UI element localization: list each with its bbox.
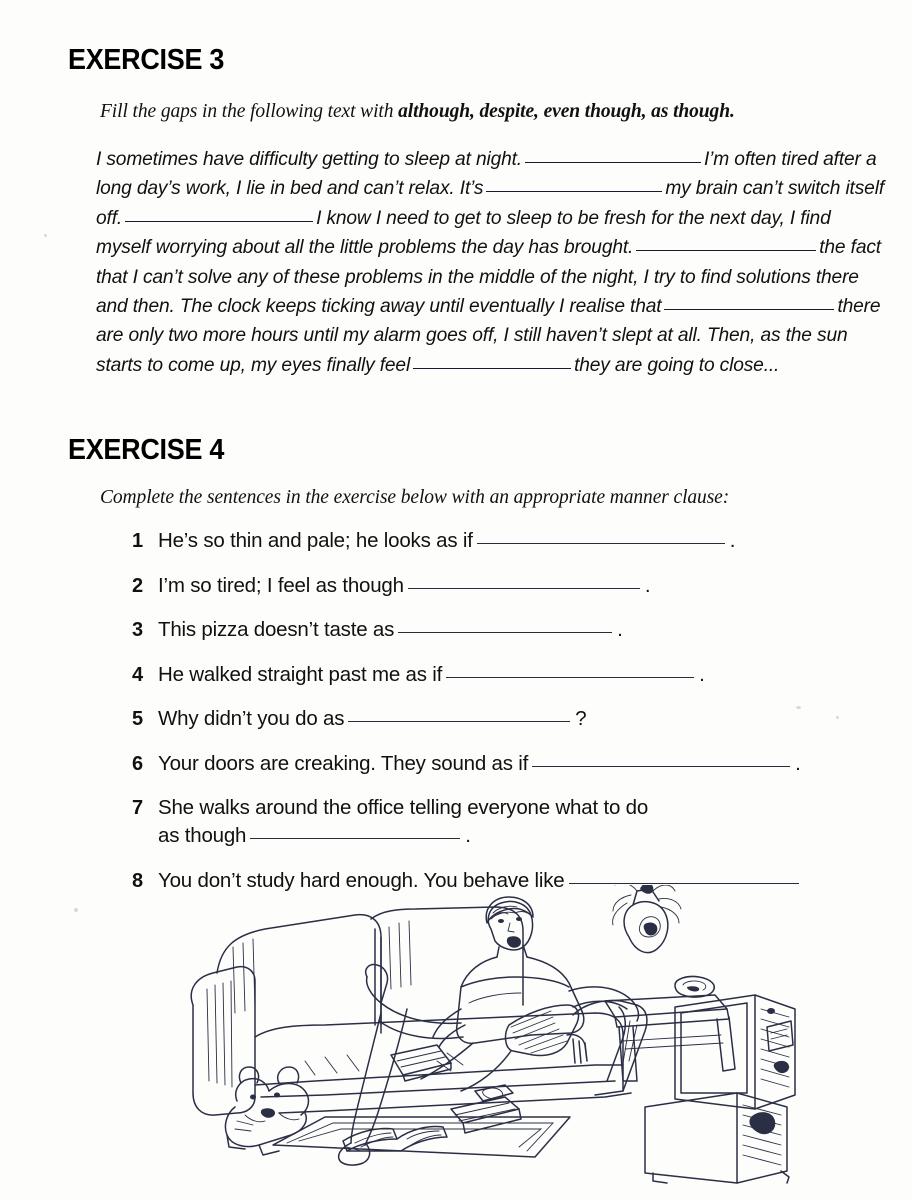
cloze-segment-1: I sometimes have difficulty getting to sleep at night. [96,149,522,170]
item-tail: . [699,662,705,686]
item-tail: . [795,751,801,775]
item-text: You don’t study hard enough. You behave like [158,868,565,892]
exercise-3-instruction [100,101,735,123]
books-on-floor [343,1085,521,1151]
item-text: I’m so tired; I feel as though [158,573,404,597]
cloze-segment-3: my brain can’t switch itself off. [96,178,885,229]
item-number: 3 [132,619,143,641]
cloze-blank-5[interactable] [664,309,834,310]
exercise-4-instruction: Complete the sentences in the exercise below with an appropriate manner clause: [100,487,730,508]
list-item [132,662,892,688]
item-number: 6 [132,752,143,775]
scan-speck [74,908,78,912]
cloze-segment-4: I know I need to get to sleep to be fresh for the next day, I find myself worrying about all the little problems the day has brought. [96,207,831,259]
item-tail: . [465,824,471,847]
list-item [132,706,892,732]
cloze-segment-6: there are only two more hours until my alarm goes off, I still haven’t slept at all. Then, as the sun starts to come up, my eyes finally feel [96,296,881,376]
item-text: He walked straight past me as if [158,662,443,686]
item-tail: . [729,529,736,552]
cloze-segment-5: the fact that I can’t solve any of these problems in the middle of the night, I try to find solutions there and then. The clock keeps ticking away until eventually I realise that [96,237,881,318]
exercise-3-instruction-connectives: although, despite, even though, as though. [398,101,735,122]
person-reclining [339,897,639,1165]
cloze-segment-2: I’m often tired after a long day’s work, I lie in bed and can’t relax. It’s [96,149,877,200]
answer-blank-7[interactable] [250,838,460,839]
item-number: 7 [132,797,143,819]
item-text: Your doors are creaking. They sound as if [158,751,529,775]
sofa-scene-svg [175,885,815,1185]
exercise-3-heading: EXERCISE 3 [68,44,225,76]
cloze-blank-6[interactable] [413,368,571,369]
item-text-line-2 [158,823,892,849]
item-number: 8 [132,869,143,892]
cloze-blank-3[interactable] [125,221,313,222]
sofa-back [217,907,523,1033]
item-tail: ? [575,707,587,730]
dog [225,1067,308,1155]
list-item [132,573,892,599]
answer-blank-1[interactable] [477,543,725,544]
item-text: He’s so thin and pale; he looks as if [158,529,473,552]
answer-blank-5[interactable] [348,721,570,722]
sofa-left-arm [191,967,255,1115]
answer-blank-2[interactable] [408,588,640,589]
answer-blank-4[interactable] [446,677,694,678]
item-text: She walks around the office telling everyone what to do [158,796,649,819]
list-item [132,528,892,554]
scan-speck [796,706,801,709]
item-number: 1 [132,530,143,552]
item-number: 4 [132,663,143,686]
cloze-segment-7: they are going to close... [574,354,780,376]
item-number: 5 [132,708,143,730]
cloze-blank-1[interactable] [525,162,701,163]
list-item [132,751,892,777]
plant-in-vase [613,885,681,953]
cloze-blank-4[interactable] [636,250,816,251]
answer-blank-8[interactable] [569,883,799,884]
bowl-on-table [675,976,714,997]
item-tail: . [617,618,623,641]
rug-shape [273,1117,570,1157]
item-number: 2 [132,574,143,597]
exercise-3-instruction-lead: Fill the gaps in the following text with [100,101,399,122]
exercise-4-heading: EXERCISE 4 [68,434,225,466]
list-item [132,795,892,849]
item-text: This pizza doesn’t taste as [158,618,395,641]
exercise-4-question-list [132,528,892,912]
exercise-3-cloze-paragraph [96,145,886,380]
scan-speck [836,716,839,719]
item-tail: . [644,573,651,597]
list-item [132,617,892,643]
scan-speck [44,234,47,237]
sofa-scene-illustration [175,885,815,1185]
answer-blank-3[interactable] [398,632,612,633]
item-text: Why didn’t you do as [158,707,345,730]
speaker [645,1093,789,1183]
item-text-continued: as though [158,824,247,847]
answer-blank-6[interactable] [532,766,790,767]
cloze-blank-2[interactable] [486,191,662,192]
